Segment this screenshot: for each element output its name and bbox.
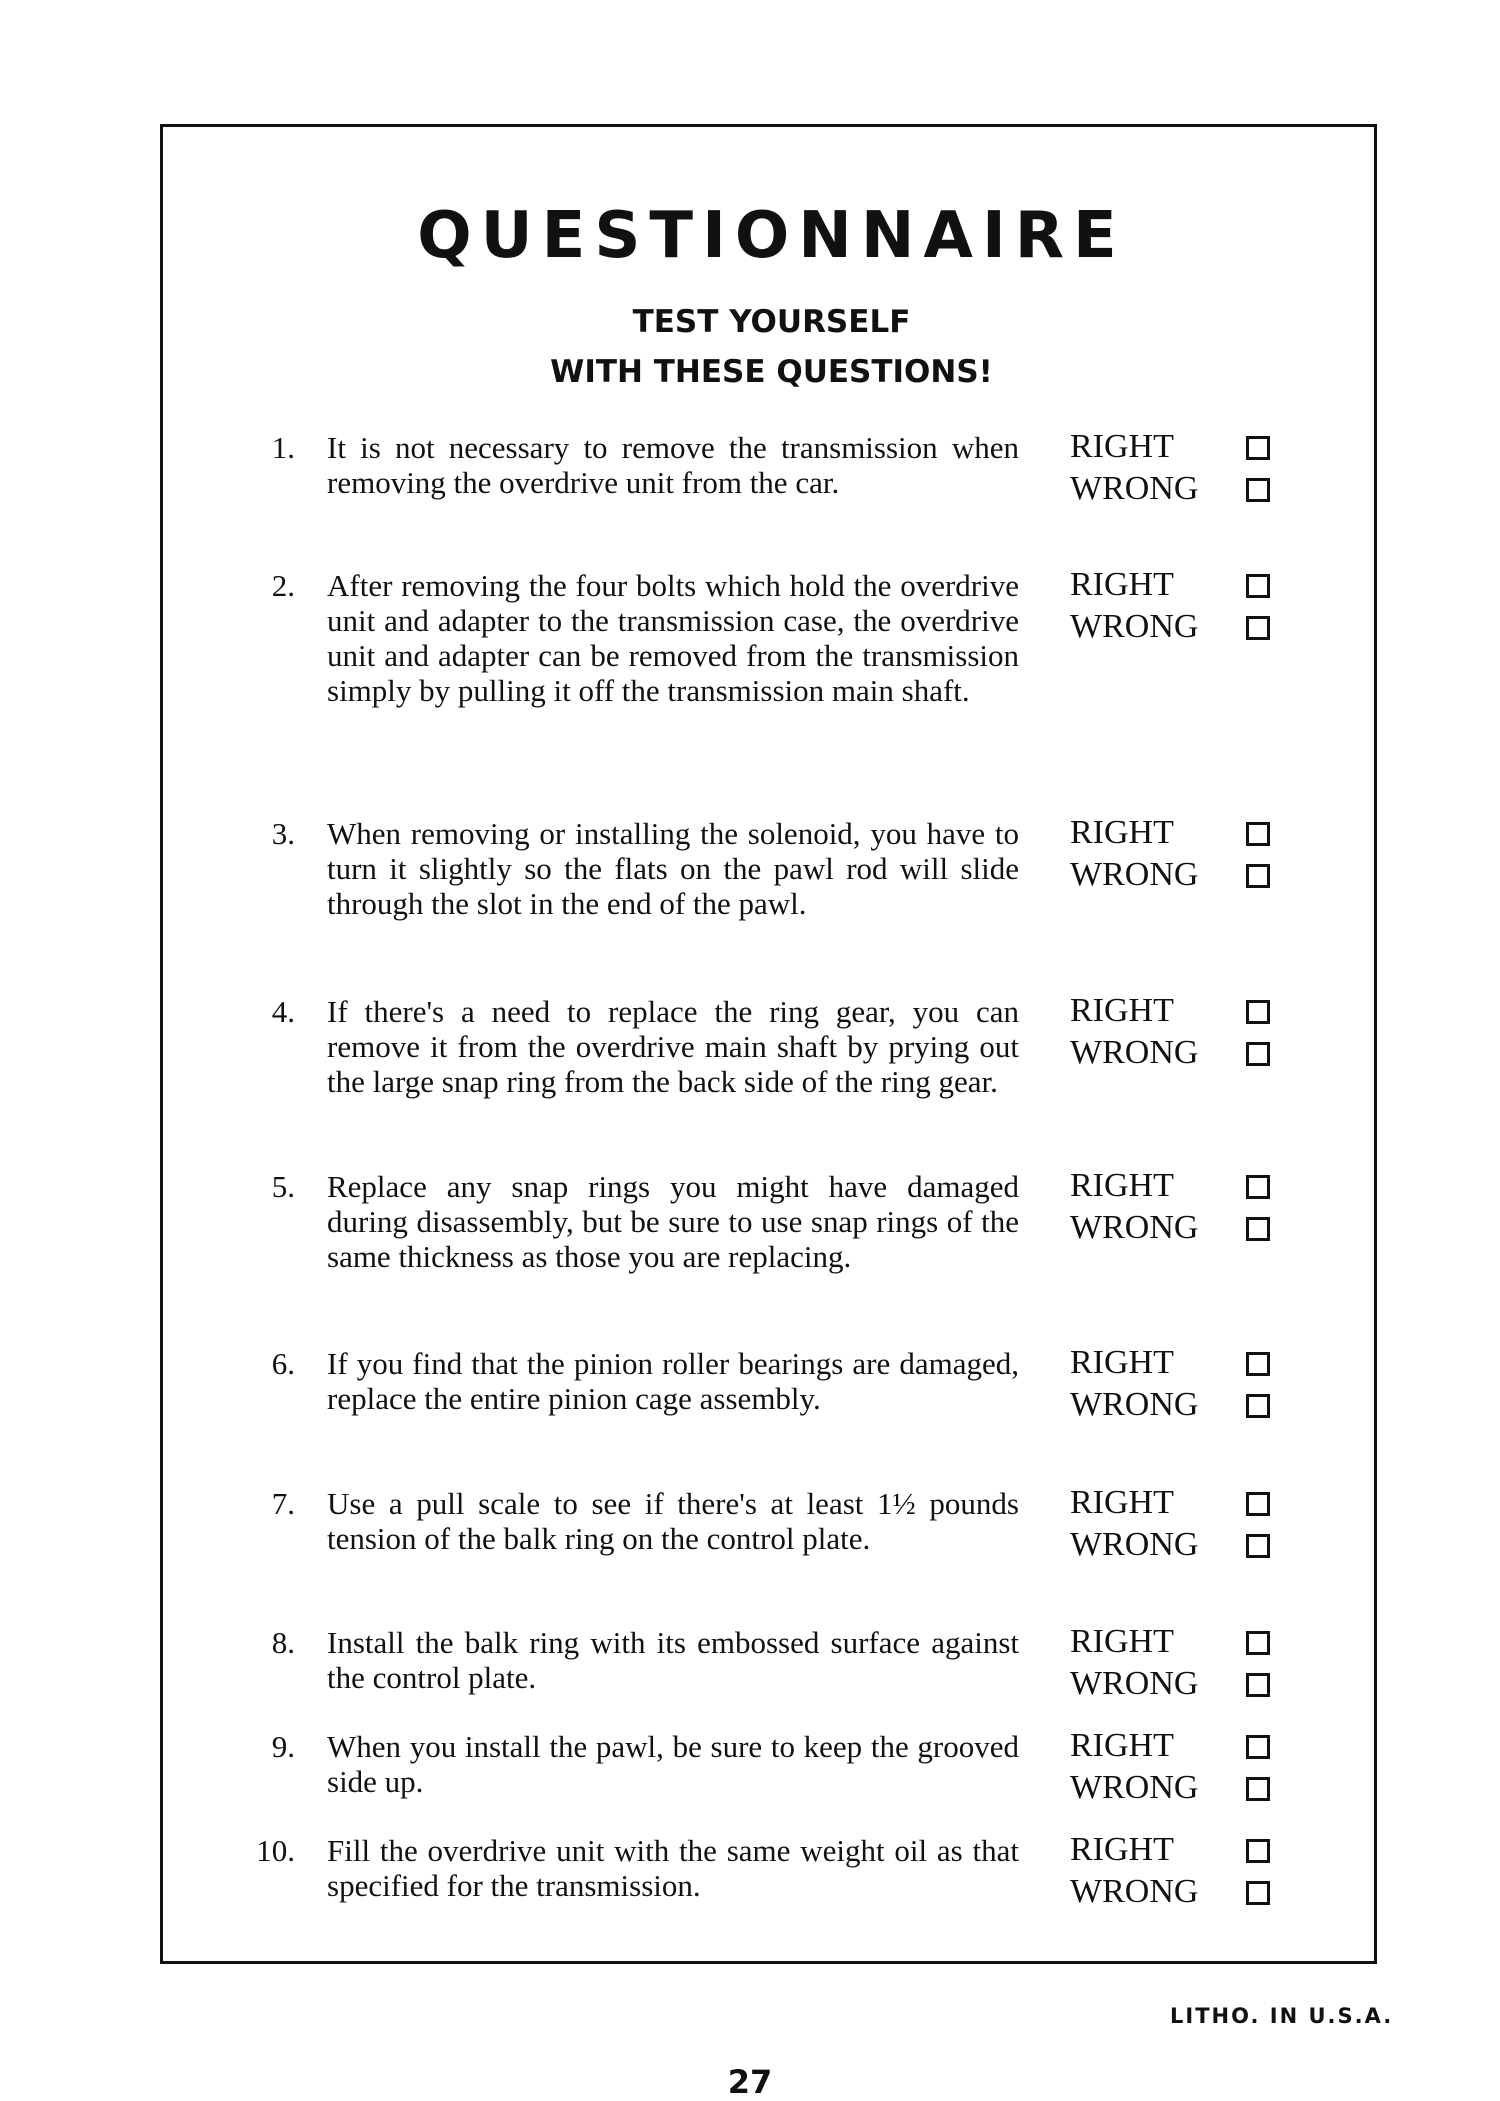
right-checkbox[interactable] — [1246, 822, 1270, 846]
wrong-option[interactable] — [1070, 1384, 1310, 1426]
wrong-option[interactable] — [1070, 468, 1310, 510]
right-option[interactable] — [1070, 990, 1310, 1032]
subtitle-line-2: WITH THESE QUESTIONS! — [550, 354, 993, 390]
right-option[interactable] — [1070, 564, 1310, 606]
question-text: If you find that the pinion roller bearings are damaged, replace the entire pinion cage assembly. — [327, 1346, 1019, 1416]
litho-note: LITHO. IN U.S.A. — [1170, 2004, 1394, 2028]
right-label: RIGHT — [1070, 1344, 1174, 1381]
right-checkbox[interactable] — [1246, 1492, 1270, 1516]
wrong-checkbox[interactable] — [1246, 1881, 1270, 1905]
wrong-option[interactable] — [1070, 1524, 1310, 1566]
right-label: RIGHT — [1070, 1167, 1174, 1204]
answer-options — [1070, 1725, 1310, 1809]
right-label: RIGHT — [1070, 1623, 1174, 1660]
question-number: 6. — [271, 1346, 295, 1381]
wrong-label: WRONG — [1070, 1665, 1199, 1702]
right-option[interactable] — [1070, 1829, 1310, 1871]
answer-options — [1070, 1165, 1310, 1249]
right-label: RIGHT — [1070, 1727, 1174, 1764]
wrong-checkbox[interactable] — [1246, 864, 1270, 888]
right-checkbox[interactable] — [1246, 1839, 1270, 1863]
right-option[interactable] — [1070, 1621, 1310, 1663]
wrong-label: WRONG — [1070, 1873, 1199, 1910]
question-text: Replace any snap rings you might have damaged during disassembly, but be sure to use snap rings of the same thickness as those you are replacing. — [327, 1169, 1019, 1274]
wrong-checkbox[interactable] — [1246, 1534, 1270, 1558]
question-number: 4. — [271, 994, 295, 1029]
wrong-checkbox[interactable] — [1246, 616, 1270, 640]
wrong-option[interactable] — [1070, 1663, 1310, 1705]
answer-options — [1070, 1342, 1310, 1426]
questionnaire-frame — [160, 124, 1377, 1964]
question-number: 3. — [271, 816, 295, 851]
question-number: 7. — [271, 1486, 295, 1521]
answer-options — [1070, 564, 1310, 648]
wrong-option[interactable] — [1070, 1767, 1310, 1809]
question-text: When you install the pawl, be sure to keep the grooved side up. — [327, 1729, 1019, 1799]
wrong-checkbox[interactable] — [1246, 1394, 1270, 1418]
right-checkbox[interactable] — [1246, 1735, 1270, 1759]
wrong-label: WRONG — [1070, 1386, 1199, 1423]
question-text: Fill the overdrive unit with the same weight oil as that specified for the transmission. — [327, 1833, 1019, 1903]
wrong-option[interactable] — [1070, 1207, 1310, 1249]
question-number: 5. — [271, 1169, 295, 1204]
wrong-label: WRONG — [1070, 1526, 1199, 1563]
answer-options — [1070, 1621, 1310, 1705]
page-number: 27 — [727, 2063, 773, 2101]
question-number: 2. — [271, 568, 295, 603]
wrong-checkbox[interactable] — [1246, 1217, 1270, 1241]
right-option[interactable] — [1070, 812, 1310, 854]
wrong-label: WRONG — [1070, 608, 1199, 645]
right-option[interactable] — [1070, 1165, 1310, 1207]
wrong-option[interactable] — [1070, 1032, 1310, 1074]
wrong-option[interactable] — [1070, 606, 1310, 648]
question-number: 1. — [271, 430, 295, 465]
right-checkbox[interactable] — [1246, 1175, 1270, 1199]
wrong-checkbox[interactable] — [1246, 1042, 1270, 1066]
right-checkbox[interactable] — [1246, 436, 1270, 460]
question-text: If there's a need to replace the ring gear, you can remove it from the overdrive main shaft by prying out the large snap ring from the back side of the ring gear. — [327, 994, 1019, 1099]
question-text: After removing the four bolts which hold the overdrive unit and adapter to the transmission case, the overdrive unit and adapter can be removed from the transmission simply by pulling it off the transmission main shaft. — [327, 568, 1019, 708]
right-checkbox[interactable] — [1246, 1000, 1270, 1024]
wrong-checkbox[interactable] — [1246, 478, 1270, 502]
answer-options — [1070, 990, 1310, 1074]
question-text: Install the balk ring with its embossed surface against the control plate. — [327, 1625, 1019, 1695]
wrong-label: WRONG — [1070, 470, 1199, 507]
question-text: It is not necessary to remove the transmission when removing the overdrive unit from the car. — [327, 430, 1019, 500]
right-checkbox[interactable] — [1246, 1631, 1270, 1655]
right-checkbox[interactable] — [1246, 574, 1270, 598]
wrong-label: WRONG — [1070, 1034, 1199, 1071]
wrong-checkbox[interactable] — [1246, 1777, 1270, 1801]
answer-options — [1070, 426, 1310, 510]
page-title: QUESTIONNAIRE — [417, 199, 1126, 273]
question-number: 9. — [271, 1729, 295, 1764]
question-text: Use a pull scale to see if there's at least 1½ pounds tension of the balk ring on the control plate. — [327, 1486, 1019, 1556]
right-label: RIGHT — [1070, 1831, 1174, 1868]
right-label: RIGHT — [1070, 814, 1174, 851]
right-label: RIGHT — [1070, 566, 1174, 603]
right-checkbox[interactable] — [1246, 1352, 1270, 1376]
wrong-option[interactable] — [1070, 854, 1310, 896]
right-label: RIGHT — [1070, 992, 1174, 1029]
answer-options — [1070, 812, 1310, 896]
right-option[interactable] — [1070, 426, 1310, 468]
right-option[interactable] — [1070, 1725, 1310, 1767]
wrong-checkbox[interactable] — [1246, 1673, 1270, 1697]
wrong-label: WRONG — [1070, 856, 1199, 893]
question-number: 10. — [256, 1833, 295, 1868]
subtitle-line-1: TEST YOURSELF — [632, 304, 911, 340]
right-label: RIGHT — [1070, 428, 1174, 465]
right-option[interactable] — [1070, 1342, 1310, 1384]
right-option[interactable] — [1070, 1482, 1310, 1524]
wrong-label: WRONG — [1070, 1209, 1199, 1246]
answer-options — [1070, 1482, 1310, 1566]
wrong-label: WRONG — [1070, 1769, 1199, 1806]
wrong-option[interactable] — [1070, 1871, 1310, 1913]
answer-options — [1070, 1829, 1310, 1913]
question-text: When removing or installing the solenoid, you have to turn it slightly so the flats on the pawl rod will slide through the slot in the end of the pawl. — [327, 816, 1019, 921]
question-number: 8. — [271, 1625, 295, 1660]
right-label: RIGHT — [1070, 1484, 1174, 1521]
